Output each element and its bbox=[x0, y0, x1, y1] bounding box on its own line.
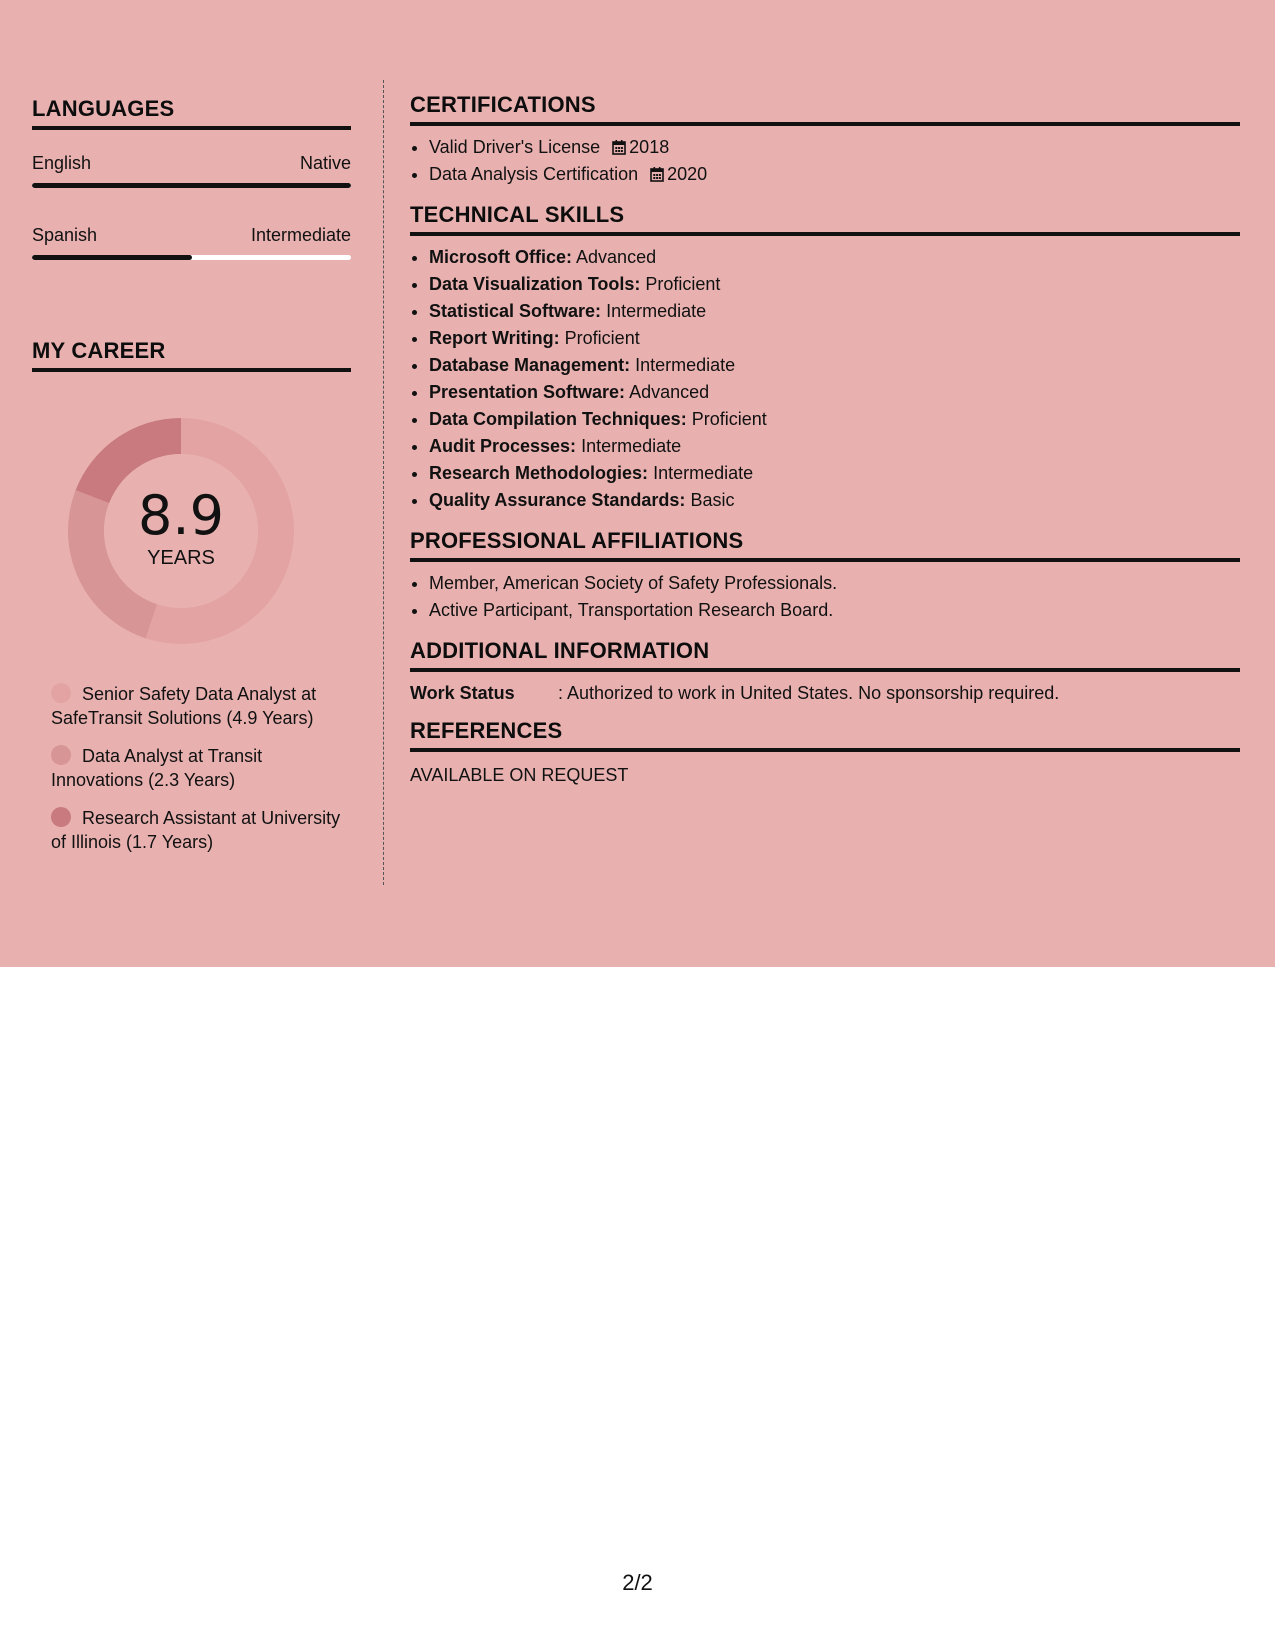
affiliations-heading: PROFESSIONAL AFFILIATIONS bbox=[410, 528, 1240, 562]
skill-level: Intermediate bbox=[581, 436, 682, 456]
certification-year: 2020 bbox=[667, 164, 708, 184]
language-item-spanish bbox=[32, 224, 351, 260]
career-legend bbox=[32, 682, 351, 854]
skill-name: Audit Processes: bbox=[429, 436, 577, 456]
career-heading: MY CAREER bbox=[32, 338, 351, 372]
skill-item bbox=[429, 433, 1240, 460]
language-bar bbox=[32, 255, 351, 260]
skill-item bbox=[429, 460, 1240, 487]
skill-name: Microsoft Office: bbox=[429, 247, 573, 267]
language-level: Intermediate bbox=[250, 225, 351, 245]
language-name: Spanish bbox=[32, 225, 98, 245]
work-status-value: : Authorized to work in United States. No sponsorship required. bbox=[558, 683, 1060, 703]
skill-level: Intermediate bbox=[635, 355, 736, 375]
legend-dot bbox=[51, 745, 71, 765]
additional-info-heading: ADDITIONAL INFORMATION bbox=[410, 638, 1240, 672]
language-level: Native bbox=[299, 153, 351, 173]
skill-level: Advanced bbox=[629, 382, 710, 402]
additional-info-section bbox=[410, 638, 1240, 704]
skill-item bbox=[429, 487, 1240, 514]
affiliation-item: • Member, American Society of Safety Professionals. bbox=[429, 570, 1240, 597]
technical-skills-heading: TECHNICAL SKILLS bbox=[410, 202, 1240, 236]
skill-name: Statistical Software: bbox=[429, 301, 602, 321]
skill-name: Data Visualization Tools: bbox=[429, 274, 641, 294]
column-divider bbox=[383, 80, 384, 885]
legend-dot bbox=[51, 807, 71, 827]
affiliations-list bbox=[410, 570, 1240, 624]
language-bar bbox=[32, 183, 351, 188]
legend-dot bbox=[51, 683, 71, 703]
career-donut-chart bbox=[66, 416, 296, 646]
technical-skills-list bbox=[410, 244, 1240, 514]
calendar-icon bbox=[612, 140, 626, 155]
skill-level: Intermediate bbox=[606, 301, 707, 321]
left-column bbox=[32, 96, 351, 868]
affiliations-section bbox=[410, 528, 1240, 624]
skill-level: Proficient bbox=[564, 328, 640, 348]
affiliation-item: • Active Participant, Transportation Research Board. bbox=[429, 597, 1240, 624]
certifications-heading: CERTIFICATIONS bbox=[410, 92, 1240, 126]
skill-item bbox=[429, 379, 1240, 406]
language-bar-fill bbox=[32, 183, 351, 188]
references-text: AVAILABLE ON REQUEST bbox=[410, 765, 629, 785]
skill-level: Basic bbox=[690, 490, 735, 510]
certification-name: Data Analysis Certification bbox=[429, 164, 639, 184]
right-column bbox=[410, 92, 1240, 786]
language-name: English bbox=[32, 153, 92, 173]
legend-label: Research Assistant at University of Illinois (1.7 Years) bbox=[51, 808, 341, 852]
certification-year: 2018 bbox=[629, 137, 670, 157]
skill-name: Research Methodologies: bbox=[429, 463, 649, 483]
skill-item bbox=[429, 298, 1240, 325]
references-section bbox=[410, 718, 1240, 786]
skill-level: Proficient bbox=[645, 274, 721, 294]
language-bar-fill bbox=[32, 255, 192, 260]
certification-item bbox=[429, 134, 1240, 161]
skill-item bbox=[429, 271, 1240, 298]
skill-level: Intermediate bbox=[653, 463, 754, 483]
career-total-unit: YEARS bbox=[147, 547, 215, 569]
legend-item bbox=[51, 682, 341, 730]
calendar-icon bbox=[650, 167, 664, 182]
certifications-section bbox=[410, 92, 1240, 188]
skill-item bbox=[429, 244, 1240, 271]
career-total-years: 8.9 bbox=[138, 484, 224, 547]
skill-level: Proficient bbox=[691, 409, 767, 429]
skill-name: Presentation Software: bbox=[429, 382, 626, 402]
skill-level: Advanced bbox=[576, 247, 657, 267]
technical-skills-section bbox=[410, 202, 1240, 514]
references-heading: REFERENCES bbox=[410, 718, 1240, 752]
certifications-list bbox=[410, 134, 1240, 188]
skill-name: Quality Assurance Standards: bbox=[429, 490, 686, 510]
certification-name: Valid Driver's License bbox=[429, 137, 601, 157]
legend-label: Data Analyst at Transit Innovations (2.3 Years) bbox=[51, 746, 263, 790]
legend-label: Senior Safety Data Analyst at SafeTransit Solutions (4.9 Years) bbox=[51, 684, 317, 728]
language-item-english bbox=[32, 152, 351, 188]
skill-name: Database Management: bbox=[429, 355, 631, 375]
legend-item bbox=[51, 744, 341, 792]
work-status-row bbox=[410, 682, 1240, 704]
donut-center bbox=[66, 416, 296, 646]
skill-item bbox=[429, 352, 1240, 379]
skill-name: Data Compilation Techniques: bbox=[429, 409, 687, 429]
page-number: 2/2 bbox=[622, 1570, 653, 1595]
languages-heading: LANGUAGES bbox=[32, 96, 351, 130]
certification-item bbox=[429, 161, 1240, 188]
skill-name: Report Writing: bbox=[429, 328, 560, 348]
skill-item bbox=[429, 325, 1240, 352]
work-status-label: Work Status bbox=[410, 683, 515, 703]
skill-item bbox=[429, 406, 1240, 433]
legend-item bbox=[51, 806, 341, 854]
